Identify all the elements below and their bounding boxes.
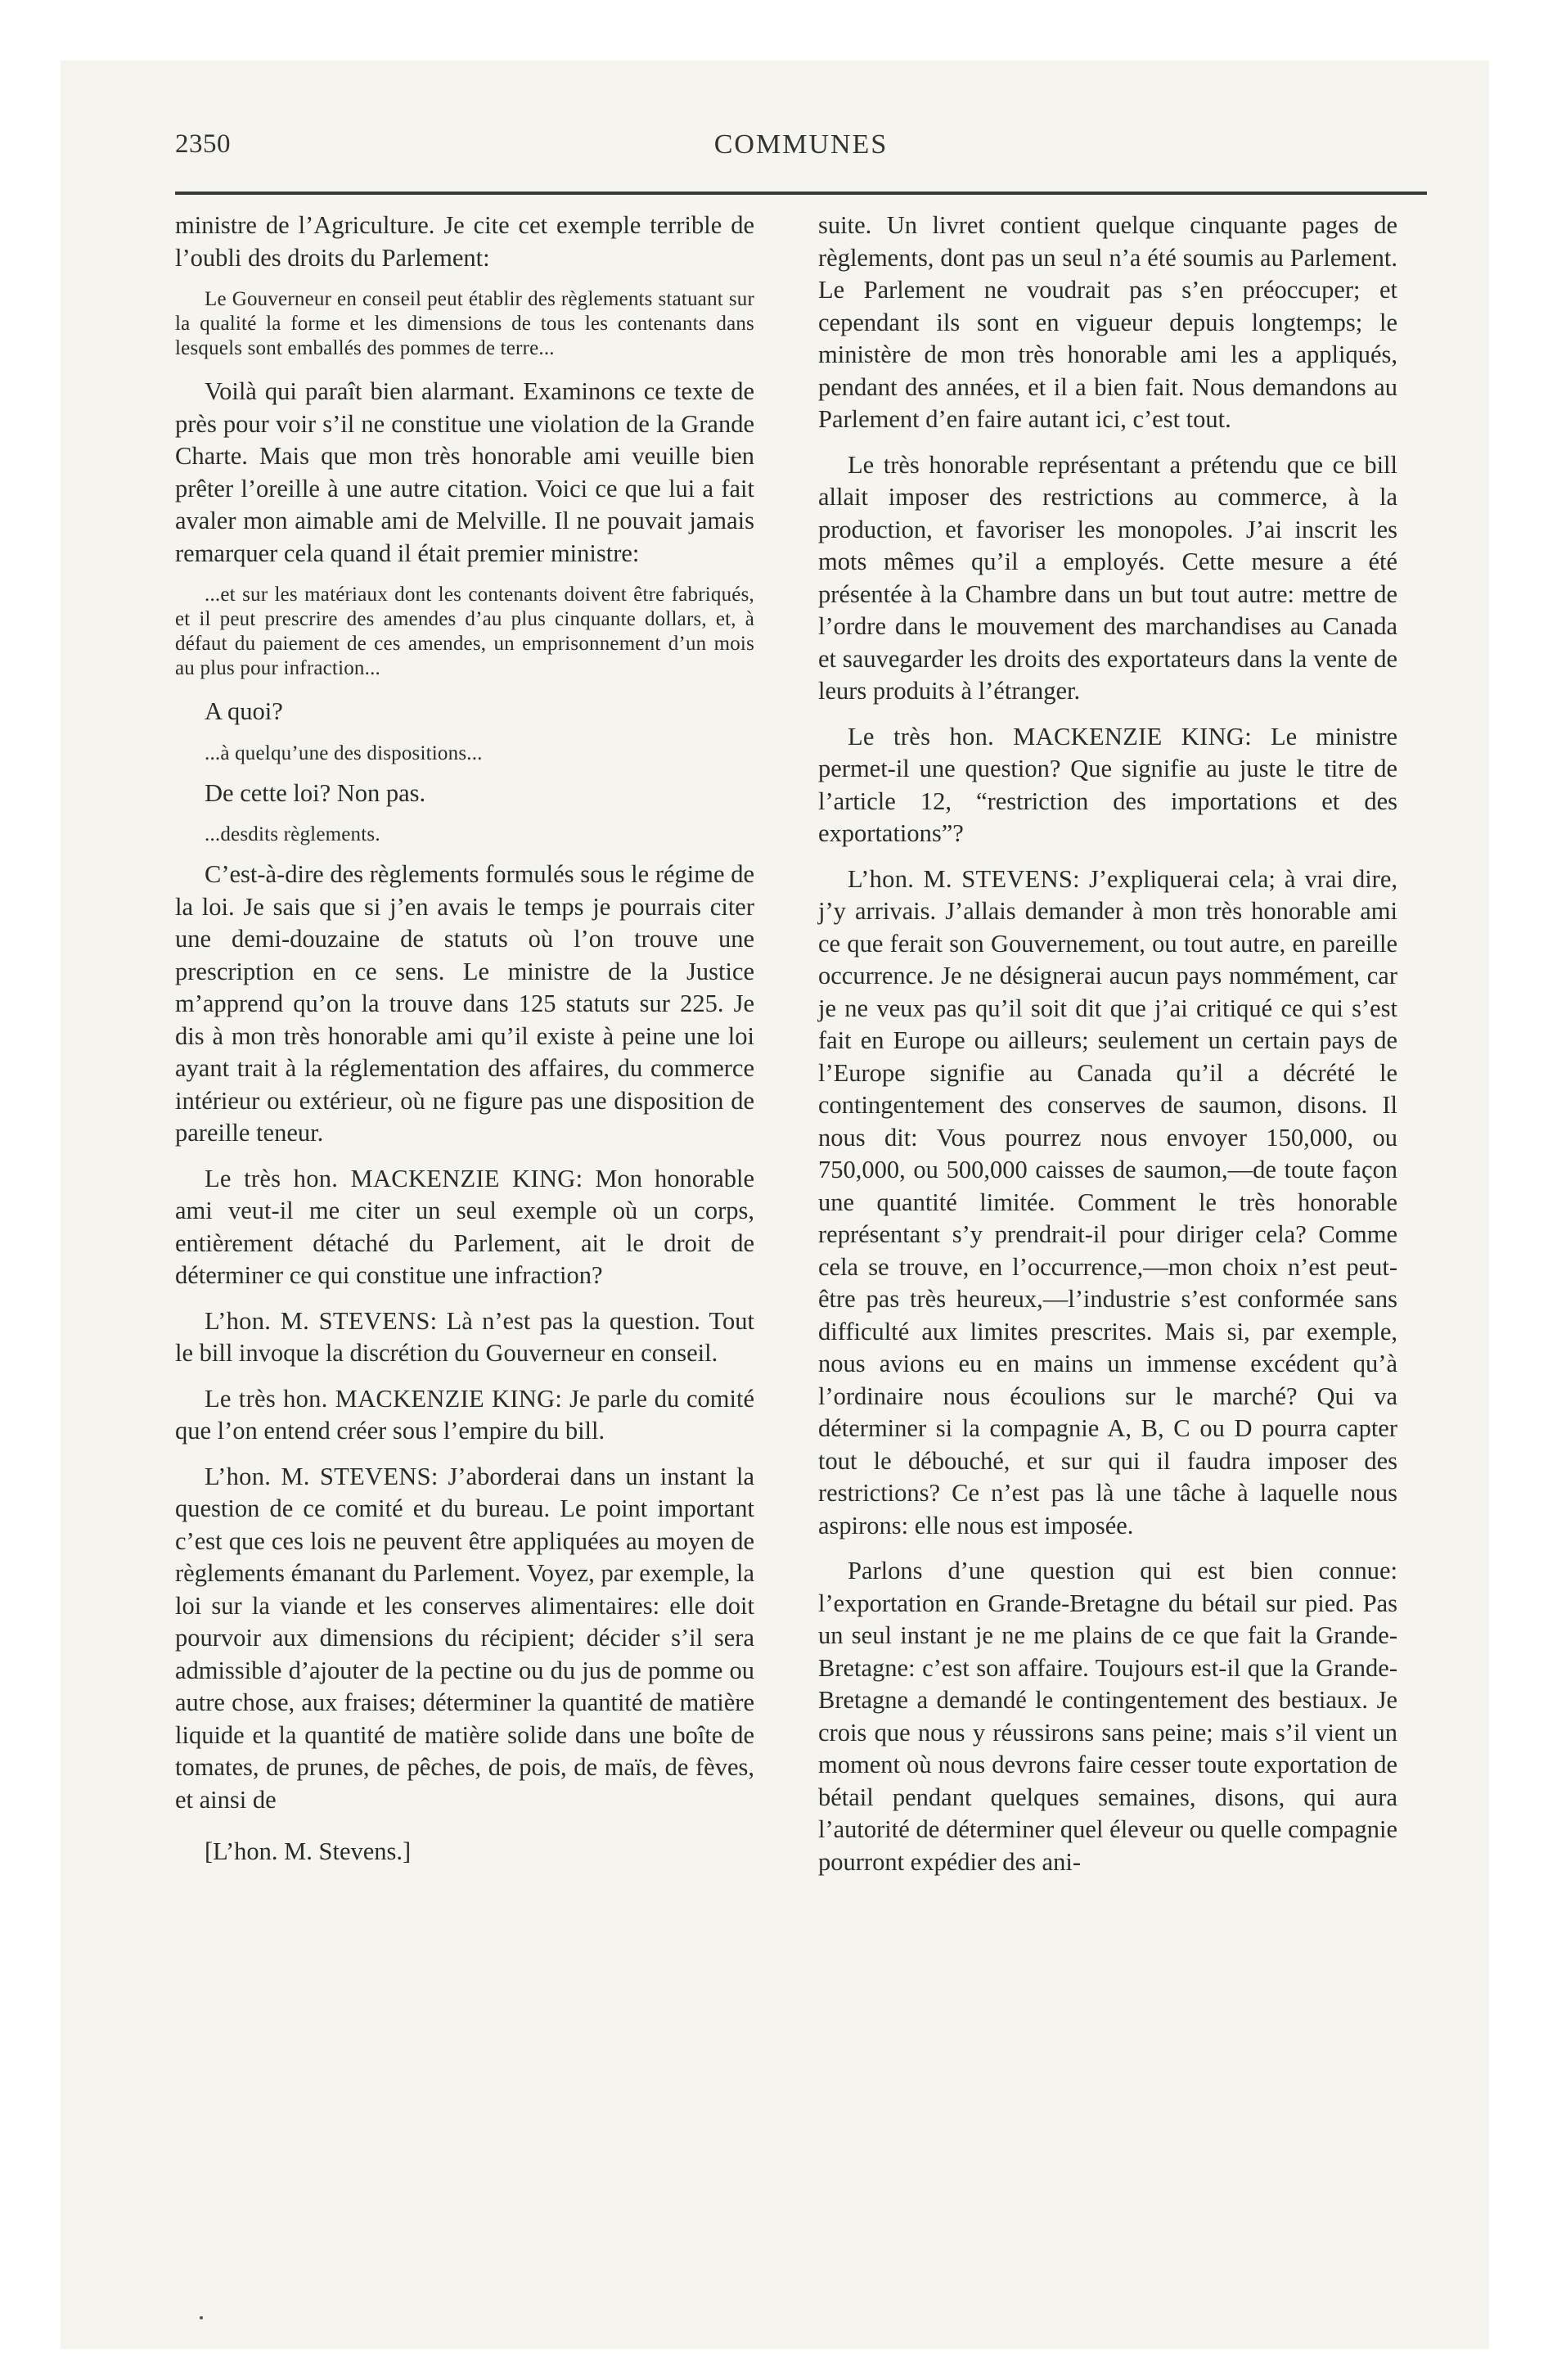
speech-text: Je parle du comité que l’on entend créer sous l’empire du bill. (175, 1384, 755, 1445)
running-title: COMMUNES (713, 129, 889, 160)
quotation: Le Gouverneur en conseil peut établir des règlements statuant sur la qualité la forme et les dimensions de tous les contenants dans lesquels sont emballés des pommes de terre... (175, 288, 754, 359)
page-number: 2350 (175, 129, 231, 159)
header-rule (175, 192, 1427, 195)
print-speck (200, 2316, 203, 2319)
right-column (818, 210, 1397, 1891)
speech (818, 721, 1397, 850)
paragraph: A quoi? (205, 697, 283, 725)
left-column (175, 210, 754, 1882)
speaker-attribution: [L’hon. M. Stevens.] (205, 1837, 412, 1865)
speech-text: Mon honorable ami veut-il me citer un seul exemple où un corps, entièrement détaché du Parlement, ait le droit de déterminer ce qui constitue une infraction? (175, 1164, 755, 1289)
paragraph: C’est-à-dire des règlements formulés sous le régime de la loi. Je sais que si j’en avais le temps je pourrais citer une demi-douzaine de statuts où l’on trouve une prescription en ce sens. Le ministre de la Justice m’apprend qu’on la trouve dans 125 statuts sur 225. Je dis à mon très honorable ami qu’il existe à peine une loi ayant trait à la réglementation des affaires, du commerce intérieur ou extérieur, où ne figure pas une disposition de pareille teneur. (175, 860, 754, 1147)
speech (175, 1305, 754, 1370)
speech (175, 1383, 754, 1448)
quotation: ...à quelqu’une des dispositions... (205, 741, 483, 764)
speaker-name: L’hon. M. STEVENS: (205, 1462, 439, 1490)
speaker-name: Le très hon. MACKENZIE KING: (205, 1164, 583, 1192)
speaker-name: Le très hon. MACKENZIE KING: (205, 1384, 563, 1413)
quotation: ...desdits règlements. (205, 823, 380, 845)
speaker-name: L’hon. M. STEVENS: (205, 1306, 438, 1335)
quotation: ...et sur les matériaux dont les contenants doivent être fabriqués, et il peut prescrire des amendes d’au plus cinquante dollars, et, à défaut du paiement de ces amendes, un emprisonnement d’un mois au plus pour infraction... (175, 584, 754, 679)
speaker-name: Le très hon. MACKENZIE KING: (848, 722, 1252, 751)
page-header (175, 129, 1427, 170)
paragraph: Parlons d’une question qui est bien connue: l’exportation en Grande-Bretagne du bétail sur pied. Pas un seul instant je ne me plains de ce que fait la Grande-Bretagne: c’est son affaire. Toujours est-il que la Grande-Bretagne a demandé le contingentement des bestiaux. Je crois que nous y réussirons sans peine; mais s’il vient un moment où nous devrons faire cesser toute exportation de bétail pendant quelques semaines, disons, qui aura l’autorité de déterminer quel éleveur ou quelle compagnie pourront expédier des ani- (818, 1557, 1397, 1876)
paragraph: De cette loi? Non pas. (205, 778, 426, 807)
speech (175, 1163, 754, 1292)
paragraph: ministre de l’Agriculture. Je cite cet exemple terrible de l’oubli des droits du Parlement: (175, 211, 754, 272)
speaker-name: L’hon. M. STEVENS: (848, 864, 1080, 893)
speech-text: Là n’est pas la question. Tout le bill invoque la discrétion du Gouverneur en conseil. (175, 1306, 755, 1367)
paragraph: Voilà qui paraît bien alarmant. Examinons ce texte de près pour voir s’il ne constitue une violation de la Grande Charte. Mais que mon très honorable ami veuille bien prêter l’oreille à une autre citation. Voici ce que lui a fait avaler mon aimable ami de Melville. Il ne pouvait jamais remarquer cela quand il était premier ministre: (175, 377, 754, 567)
paragraph: Le très honorable représentant a prétendu que ce bill allait imposer des restrictions au commerce, à la production, et favoriser les monopoles. J’ai inscrit les mots mêmes qu’il a employés. Cette mesure a été présentée à la Chambre dans un but tout autre: mettre de l’ordre dans le mouvement des marchandises au Canada et sauvegarder les droits des exportateurs dans la vente de leurs produits à l’étranger. (818, 450, 1397, 705)
speech-text: J’aborderai dans un instant la question de ce comité et du bureau. Le point important c’est que ces lois ne peuvent être appliquées au moyen de règlements émanant du Parlement. Voyez, par exemple, la loi sur la viande et les conserves alimentaires: elle doit pourvoir aux dimensions du récipient; décider s’il sera admissible d’ajouter de la pectine ou du jus de pomme ou autre chose, aux fraises; déterminer la quantité de matière liquide et la quantité de matière solide dans une boîte de tomates, de prunes, de pêches, de pois, de maïs, de fèves, et ainsi de (175, 1462, 755, 1814)
speech-text: J’expliquerai cela; à vrai dire, j’y arrivais. J’allais demander à mon très honorable ami ce que ferait son Gouvernement, ou tout autre, en pareille occurrence. Je ne désignerai aucun pays nommément, car je ne veux pas qu’il soit dit que j’ai critiqué ce qui s’est fait en Europe ou ailleurs; seulement un certain pays de l’Europe signifie au Canada qu’il a décrété le contingentement des conserves de saumon, disons. Il nous dit: Vous pourrez nous envoyer 150,000, ou 750,000, ou 500,000 caisses de saumon,—de toute façon une quantité limitée. Comment le très honorable représentant s’y prendrait-il pour diriger cela? Comme cela se trouve, en l’occurrence,—mon choix n’est peut-être pas très heureux,—l’industrie s’est conformée sans difficulté aux limites prescrites. Mais si, par exemple, nous avions eu en mains un immense excédent qu’à l’ordinaire nous écoulions sur le marché? Qui va déterminer si la compagnie A, B, C ou D pourra capter tout le débouché, et sur qui il faudra imposer des restrictions? Ce n’est pas là une tâche à laquelle nous aspirons: elle nous est imposée. (818, 864, 1397, 1539)
speech (818, 863, 1397, 1543)
paragraph: suite. Un livret contient quelque cinquante pages de règlements, dont pas un seul n’a été soumis au Parlement. Le Parlement ne voudrait pas s’en préoccuper; et cependant ils sont en vigueur depuis longtemps; le ministère de mon très honorable ami les a appliqués, pendant des années, et il a bien fait. Nous demandons au Parlement d’en faire autant ici, c’est tout. (818, 211, 1397, 433)
speech (175, 1461, 754, 1817)
speech-text: Le ministre permet-il une question? Que signifie au juste le titre de l’article 12, “restriction des importations et des exportations”? (818, 722, 1397, 847)
